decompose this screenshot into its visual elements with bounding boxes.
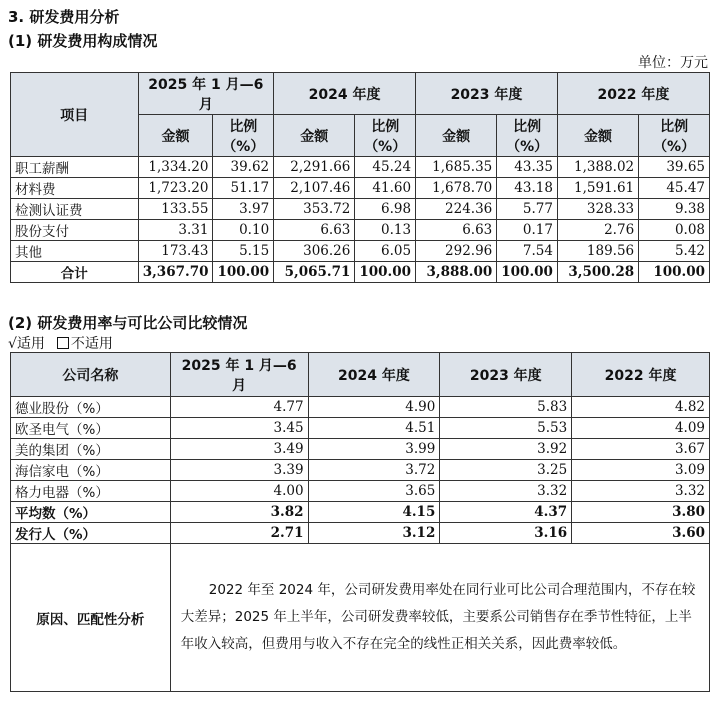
- table-cell: 51.17: [213, 178, 274, 199]
- period-header: 2023 年度: [440, 353, 572, 397]
- item-header: 项目: [11, 73, 139, 157]
- section-title: 3. 研发费用分析: [8, 8, 120, 26]
- table-cell: 39.62: [213, 157, 274, 178]
- table-cell: 3,500.28: [557, 262, 638, 283]
- company-header: 公司名称: [11, 353, 171, 397]
- table-cell: 3.31: [138, 220, 213, 241]
- table-cell: 2,107.46: [274, 178, 355, 199]
- table-cell: 3.80: [572, 502, 710, 523]
- amount-header: 金额: [138, 115, 213, 157]
- table-row: [11, 460, 710, 481]
- table-row: [11, 502, 710, 523]
- subsection2-title: (2) 研发费用率与可比公司比较情况: [8, 314, 248, 332]
- period-header: 2025 年 1 月—6 月: [138, 73, 274, 115]
- period-header: 2024 年度: [308, 353, 440, 397]
- unit-label: 单位：万元: [638, 55, 708, 71]
- table-cell: 0.17: [497, 220, 558, 241]
- table-cell: 1,591.61: [557, 178, 638, 199]
- row-label: 检测认证费: [11, 199, 139, 220]
- row-label: 其他: [11, 241, 139, 262]
- applicability-line: [8, 333, 113, 353]
- table-cell: 2.71: [170, 523, 308, 544]
- ratio-header: 比例（%）: [497, 115, 558, 157]
- table-row: [11, 418, 710, 439]
- table-cell: 3.32: [440, 481, 572, 502]
- table-cell: 3.49: [170, 439, 308, 460]
- row-label: 合计: [11, 262, 139, 283]
- table-cell: 4.90: [308, 397, 440, 418]
- table-cell: 5.83: [440, 397, 572, 418]
- row-label: 职工薪酬: [11, 157, 139, 178]
- period-header: 2024 年度: [274, 73, 416, 115]
- table-row: [11, 157, 710, 178]
- amount-header: 金额: [557, 115, 638, 157]
- table-cell: 0.13: [355, 220, 416, 241]
- row-label: 股份支付: [11, 220, 139, 241]
- table-row: [11, 220, 710, 241]
- analysis-label: 原因、匹配性分析: [11, 544, 171, 692]
- table-cell: 3,367.70: [138, 262, 213, 283]
- table-row: [11, 439, 710, 460]
- row-label: 美的集团（%）: [11, 439, 171, 460]
- table-cell: 5.42: [639, 241, 710, 262]
- period-header: 2022 年度: [557, 73, 709, 115]
- table-cell: 3.97: [213, 199, 274, 220]
- row-label: 发行人（%）: [11, 523, 171, 544]
- table-row: [11, 397, 710, 418]
- table-cell: 3.99: [308, 439, 440, 460]
- table-cell: 5,065.71: [274, 262, 355, 283]
- table-row: [11, 199, 710, 220]
- checkbox-icon: [57, 337, 69, 349]
- table-cell: 4.77: [170, 397, 308, 418]
- table-cell: 5.53: [440, 418, 572, 439]
- analysis-paragraph: 2022 年至 2024 年，公司研发费用率处在同行业可比公司合理范围内，不存在较大差异；2025 年上半年，公司研发费率较低，主要系公司销售存在季节性特征，上半年收入较高，但费用与收入不存在完全的线性正相关关系，因此费率较低。: [180, 582, 696, 652]
- table-cell: 133.55: [138, 199, 213, 220]
- table-cell: 2,291.66: [274, 157, 355, 178]
- table-cell: 3.82: [170, 502, 308, 523]
- table-cell: 4.51: [308, 418, 440, 439]
- table-cell: 0.08: [639, 220, 710, 241]
- table-cell: 3.72: [308, 460, 440, 481]
- row-label: 欧圣电气（%）: [11, 418, 171, 439]
- table-cell: 100.00: [213, 262, 274, 283]
- table-cell: 6.63: [274, 220, 355, 241]
- period-header: 2022 年度: [572, 353, 710, 397]
- table-cell: 4.09: [572, 418, 710, 439]
- table-cell: 3.92: [440, 439, 572, 460]
- table-cell: 189.56: [557, 241, 638, 262]
- table-cell: 1,334.20: [138, 157, 213, 178]
- table-cell: 3.25: [440, 460, 572, 481]
- table-cell: 43.35: [497, 157, 558, 178]
- table-row: [11, 523, 710, 544]
- ratio-header: 比例（%）: [355, 115, 416, 157]
- table-cell: 2.76: [557, 220, 638, 241]
- table-cell: 6.98: [355, 199, 416, 220]
- applicable-option: √适用: [8, 336, 45, 352]
- row-label: 格力电器（%）: [11, 481, 171, 502]
- table-cell: 6.05: [355, 241, 416, 262]
- row-label: 材料费: [11, 178, 139, 199]
- table-cell: 45.47: [639, 178, 710, 199]
- table-cell: 306.26: [274, 241, 355, 262]
- table-cell: 3.16: [440, 523, 572, 544]
- table-cell: 353.72: [274, 199, 355, 220]
- not-applicable-option: 不适用: [70, 336, 113, 352]
- table-cell: 3.45: [170, 418, 308, 439]
- table-cell: 5.15: [213, 241, 274, 262]
- ratio-header: 比例（%）: [213, 115, 274, 157]
- table-cell: 100.00: [497, 262, 558, 283]
- rd-expense-rate-comparison-table: [10, 352, 710, 692]
- table-cell: 4.00: [170, 481, 308, 502]
- table-row: [11, 262, 710, 283]
- table-cell: 39.65: [639, 157, 710, 178]
- table-cell: 292.96: [416, 241, 497, 262]
- table-cell: 3.09: [572, 460, 710, 481]
- row-label: 德业股份（%）: [11, 397, 171, 418]
- table-cell: 3.39: [170, 460, 308, 481]
- row-label: 平均数（%）: [11, 502, 171, 523]
- table-cell: 9.38: [639, 199, 710, 220]
- table-cell: 3.32: [572, 481, 710, 502]
- table-cell: 3.60: [572, 523, 710, 544]
- table-cell: 0.10: [213, 220, 274, 241]
- table-cell: 41.60: [355, 178, 416, 199]
- table-cell: 328.33: [557, 199, 638, 220]
- table-cell: 100.00: [639, 262, 710, 283]
- analysis-text: [170, 544, 709, 692]
- table-cell: 3.65: [308, 481, 440, 502]
- ratio-header: 比例（%）: [639, 115, 710, 157]
- table-cell: 1,678.70: [416, 178, 497, 199]
- table-cell: 1,723.20: [138, 178, 213, 199]
- table-cell: 6.63: [416, 220, 497, 241]
- table-cell: 3,888.00: [416, 262, 497, 283]
- amount-header: 金额: [416, 115, 497, 157]
- table-cell: 4.82: [572, 397, 710, 418]
- table-cell: 224.36: [416, 199, 497, 220]
- table-cell: 100.00: [355, 262, 416, 283]
- table-cell: 43.18: [497, 178, 558, 199]
- table-cell: 4.37: [440, 502, 572, 523]
- table-row: [11, 481, 710, 502]
- rd-expense-composition-table: [10, 72, 710, 283]
- table-cell: 173.43: [138, 241, 213, 262]
- table-cell: 7.54: [497, 241, 558, 262]
- table-cell: 5.77: [497, 199, 558, 220]
- period-header: 2023 年度: [416, 73, 558, 115]
- amount-header: 金额: [274, 115, 355, 157]
- subsection1-title: (1) 研发费用构成情况: [8, 32, 158, 50]
- table-cell: 1,388.02: [557, 157, 638, 178]
- table-row: [11, 241, 710, 262]
- row-label: 海信家电（%）: [11, 460, 171, 481]
- table-cell: 1,685.35: [416, 157, 497, 178]
- table-cell: 4.15: [308, 502, 440, 523]
- period-header: 2025 年 1 月—6 月: [170, 353, 308, 397]
- table-row: [11, 178, 710, 199]
- table-cell: 3.12: [308, 523, 440, 544]
- table-cell: 45.24: [355, 157, 416, 178]
- table-cell: 3.67: [572, 439, 710, 460]
